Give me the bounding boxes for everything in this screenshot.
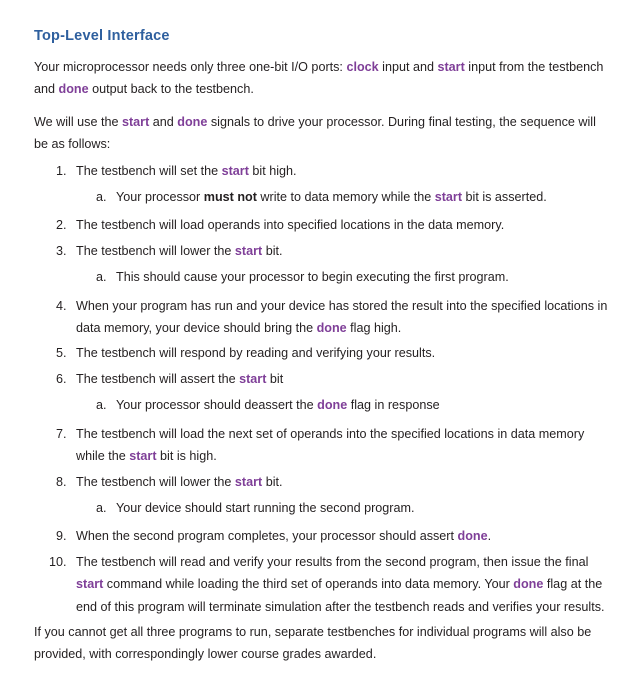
sequence-sublist — [76, 394, 610, 416]
text-run: The testbench will assert the — [76, 371, 240, 386]
sequence-substep — [110, 394, 610, 416]
sequence-step — [70, 551, 610, 618]
text-run: Your device should start running the second program. — [116, 500, 415, 515]
signal-keyword: start — [221, 163, 249, 178]
text-run: signals to drive your processor. During final testing, the sequence will be as follows: — [34, 114, 596, 152]
signal-keyword: done — [177, 114, 208, 129]
closing-paragraph — [34, 621, 610, 666]
text-run: The testbench will respond by reading and verifying your results. — [76, 346, 436, 361]
text-run: Your microprocessor needs only three one-bit I/O ports: — [34, 60, 347, 74]
text-run: When your program has run and your device has stored the result into the specified locations in data memory, your device should bring the — [76, 298, 608, 336]
text-run: The testbench will load operands into specified locations in the data memory. — [76, 218, 505, 233]
sequence-step — [70, 240, 610, 289]
sequence-step — [70, 368, 610, 417]
text-run: write to data memory while the — [256, 190, 435, 205]
text-run: must not — [203, 190, 257, 205]
signal-keyword: start — [234, 474, 263, 489]
text-run: The testbench will read and verify your results from the second program, then issue the final — [76, 554, 589, 569]
signal-keyword: start — [129, 449, 157, 464]
sequence-substep — [110, 497, 610, 519]
text-run: flag in response — [347, 398, 440, 413]
sequence-step — [70, 214, 610, 236]
text-run: command while loading the third set of operands into data memory. Your — [103, 577, 514, 592]
text-run: bit. — [262, 474, 283, 489]
text-run: The testbench will load the next set of operands into the specified locations in data memory while the — [76, 426, 585, 464]
sequence-step — [70, 423, 610, 468]
text-run: input and — [378, 60, 438, 74]
rich-text — [34, 60, 603, 96]
text-run: When the second program completes, your processor should assert — [76, 529, 458, 544]
text-run: bit is high. — [156, 449, 217, 464]
text-run: . — [487, 529, 492, 544]
text-run: Your processor should deassert the — [116, 398, 318, 413]
text-run: and — [149, 114, 178, 129]
signal-keyword: start — [234, 243, 263, 258]
signal-keyword: start — [434, 190, 463, 205]
sequence-substep — [110, 266, 610, 288]
sequence-step — [70, 160, 610, 209]
sequence-step — [70, 342, 610, 364]
sequence-step — [70, 525, 610, 547]
text-run: bit. — [262, 243, 283, 258]
signal-keyword: start — [121, 114, 150, 129]
page-title: Top-Level Interface — [34, 27, 170, 44]
text-run: The testbench will set the — [76, 163, 222, 178]
signal-keyword: start — [437, 60, 465, 74]
signal-keyword: done — [317, 398, 348, 413]
text-run: flag at the end of this program will terminate simulation after the testbench reads and verifies your results. — [76, 577, 605, 614]
signal-keyword: done — [316, 321, 347, 336]
sequence-step — [70, 295, 610, 340]
text-run: bit is asserted. — [462, 190, 547, 205]
text-run: bit high. — [248, 163, 297, 178]
text-run: output back to the testbench. — [88, 82, 254, 97]
text-run: bit — [266, 371, 284, 386]
text-run: The testbench will lower the — [76, 243, 235, 258]
document-body — [34, 56, 610, 676]
text-run: This should cause your processor to begin executing the first program. — [116, 270, 509, 285]
sequence-sublist — [76, 266, 610, 288]
signal-keyword: clock — [346, 60, 379, 74]
signal-keyword: done — [513, 577, 544, 592]
rich-text — [34, 625, 591, 661]
rich-text — [34, 115, 596, 151]
sequence-step — [70, 471, 610, 520]
signal-keyword: done — [457, 529, 488, 544]
sequence-sublist — [76, 186, 610, 208]
sequence-sublist — [76, 497, 610, 519]
signal-keyword: start — [76, 577, 104, 592]
text-run: The testbench will lower the — [76, 474, 235, 489]
text-run: If you cannot get all three programs to run, separate testbenches for individual programs will also be provided, with correspondingly lower course grades awarded. — [34, 624, 592, 662]
text-run: input from the testbench and — [34, 60, 604, 97]
signal-keyword: start — [239, 371, 267, 386]
text-run: We will use the — [34, 114, 122, 129]
sequence-substep — [110, 186, 610, 208]
text-run: Your processor — [116, 190, 204, 205]
signal-keyword: done — [58, 82, 89, 97]
sequence-list — [34, 160, 610, 618]
text-run: flag high. — [346, 321, 402, 336]
intro-paragraph — [34, 56, 610, 101]
lead-in-paragraph — [34, 111, 610, 156]
